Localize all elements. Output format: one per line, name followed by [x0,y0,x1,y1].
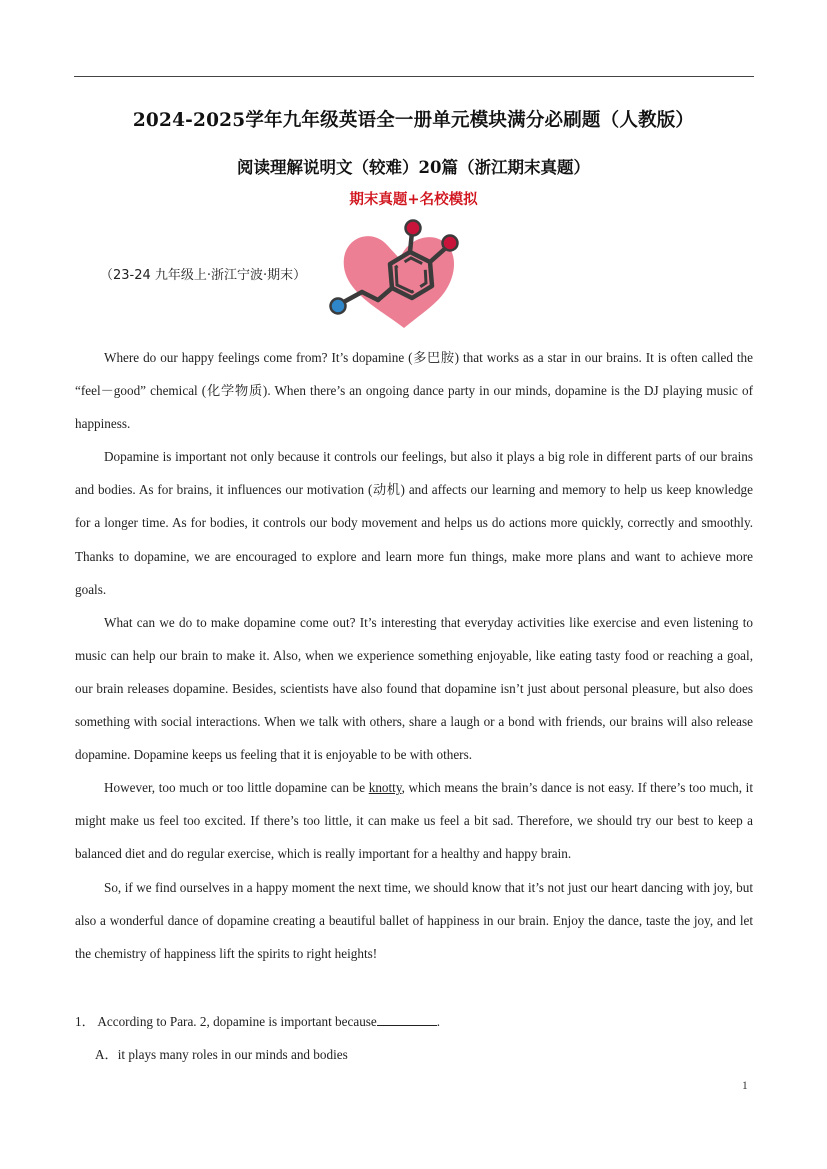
heart-shape [344,236,454,328]
p4-text-before: However, too much or too little dopamine can be [104,780,369,796]
document-title: 2024-2025学年九年级英语全一册单元模块满分必刷题（人教版） [132,110,695,131]
paragraph-1: Where do our happy feelings come from? It’s dopamine (多巴胺) that works as a star in our brains. It is often called the “feel－good” chemical (化学物质). When there’s an ongoing dance party in our minds, dopamine is the DJ playing music of happiness. [75,350,753,432]
source-note: （23-24 九年级上·浙江宁波·期末） [100,268,307,283]
top-rule [74,76,754,77]
option-a[interactable]: A．it plays many roles in our minds and bodies [95,1047,348,1062]
paragraph-3: What can we do to make dopamine come out? It’s interesting that everyday activities like exercise and even listening to music can help our brain to make it. Also, when we experience something enjoyable, like eating tasty food or reaching a goal, our brain releases dopamine. Besides, scientists have also found that dopamine isn’t just about personal pleasure, but also does something with social interactions. When we talk with others, share a laugh or a bond with friends, our brains will also release dopamine. Dopamine keeps us feeling that it is enjoyable to be with others. [75,614,753,763]
oxygen-node-top [406,221,421,236]
red-tag: 期末真题+名校模拟 [349,191,478,208]
paragraph-5: So, if we find ourselves in a happy moment the next time, we should know that it’s not just our heart dancing with joy, but also a wonderful dance of dopamine creating a beautiful ballet of happiness in our brain. Enjoy the dance, taste the joy, and let the chemistry of happiness lift the spirits to right heights! [75,879,753,961]
question-end: . [436,1014,441,1029]
paragraph-4 [75,771,753,870]
page-number: 1 [742,1080,748,1092]
paragraph-2: Dopamine is important not only because it controls our feelings, but also it plays a big role in different parts of our brains and bodies. As for brains, it influences our motivation (动机) and affects our learning and memory to help us keep knowledge for a longer time. As for bodies, it controls our body movement and helps us do actions more quickly, correctly and smoothly. Thanks to dopamine, we are encouraged to explore and learn more fun things, make more plans and want to achieve more goals. [75,449,753,597]
document-subtitle: 阅读理解说明文（较难）20篇（浙江期末真题） [237,158,590,177]
underlined-word: knotty [368,780,402,796]
question-stem: According to Para. 2, dopamine is important because [97,1014,377,1029]
oxygen-node-right [443,236,458,251]
question-1 [75,1005,440,1038]
nitrogen-node [331,299,346,314]
question-number: 1． [75,1014,95,1029]
article-body [75,341,753,970]
answer-blank[interactable] [377,1013,437,1026]
p4-text-after: , which means the brain’s dance is not easy. If there’s too much, it might make us feel too excited. If there’s too little, it can make us feel a bit sad. Therefore, we should try our best to keep a balanced diet and do regular exercise, which is really important for a healthy and happy brain. [75,780,753,862]
dopamine-heart-logo [318,212,468,334]
